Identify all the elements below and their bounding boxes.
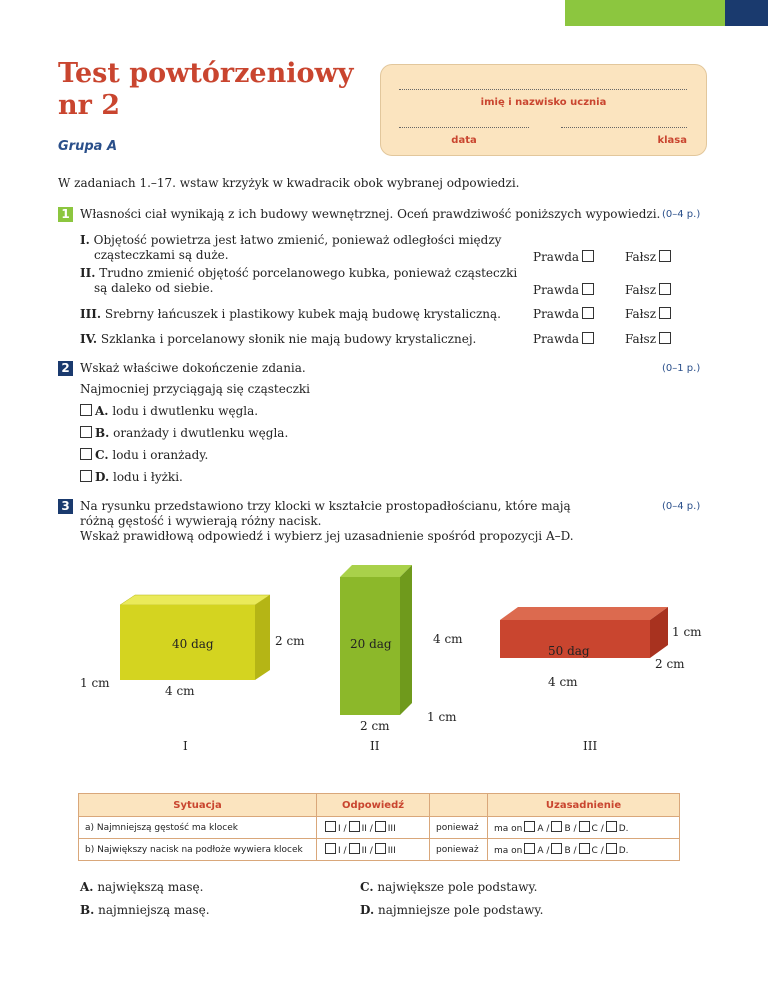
task1-statement-3: III. Srebrny łańcuszek i plastikowy kubek mają budowę krystaliczną. bbox=[80, 307, 501, 321]
task2-option-a[interactable]: A. lodu i dwutlenku węgla. bbox=[80, 404, 258, 419]
task2-points: (0–1 p.) bbox=[662, 363, 701, 374]
checkbox[interactable] bbox=[325, 843, 336, 854]
checkbox[interactable] bbox=[375, 843, 386, 854]
task2-option-c[interactable]: C. lodu i oranżady. bbox=[80, 448, 208, 463]
checkbox[interactable] bbox=[375, 821, 386, 832]
date-field[interactable] bbox=[399, 127, 529, 128]
checkbox[interactable] bbox=[606, 821, 617, 832]
instructions: W zadaniach 1.–17. wstaw krzyżyk w kwadracik obok wybranej odpowiedzi. bbox=[58, 176, 520, 190]
task-number-2: 2 bbox=[58, 361, 73, 376]
justification-b[interactable]: ma on A / B / C / D. bbox=[488, 839, 680, 861]
class-field[interactable] bbox=[561, 127, 687, 128]
block-iii-label: III bbox=[583, 739, 598, 753]
group-label: Grupa A bbox=[58, 139, 118, 154]
answer-table bbox=[78, 793, 680, 861]
true-option-3[interactable]: Prawda bbox=[533, 307, 594, 322]
block-ii-height: 4 cm bbox=[433, 632, 463, 646]
because-a: ponieważ bbox=[430, 817, 488, 839]
checkbox[interactable] bbox=[582, 283, 594, 295]
justification-a[interactable]: ma on A / B / C / D. bbox=[488, 817, 680, 839]
checkbox[interactable] bbox=[659, 307, 671, 319]
checkbox[interactable] bbox=[80, 404, 92, 416]
block-iii-mass: 50 dag bbox=[548, 644, 590, 658]
justification-option-c: C. największe pole podstawy. bbox=[360, 880, 538, 894]
false-option-1[interactable]: Fałsz bbox=[625, 250, 671, 265]
task2-question: Wskaż właściwe dokończenie zdania. bbox=[80, 361, 306, 375]
title-line-1: Test powtórzeniowy bbox=[58, 58, 354, 89]
checkbox[interactable] bbox=[325, 821, 336, 832]
checkbox[interactable] bbox=[349, 821, 360, 832]
checkbox[interactable] bbox=[659, 250, 671, 262]
task3-points: (0–4 p.) bbox=[662, 501, 701, 512]
justification-option-a: A. największą masę. bbox=[80, 880, 204, 894]
block-i-width: 4 cm bbox=[165, 684, 195, 698]
class-label: klasa bbox=[657, 135, 687, 146]
checkbox[interactable] bbox=[524, 843, 535, 854]
block-ii-mass: 20 dag bbox=[350, 637, 392, 651]
checkbox[interactable] bbox=[349, 843, 360, 854]
checkbox[interactable] bbox=[582, 250, 594, 262]
table-row bbox=[79, 817, 680, 839]
answer-a[interactable]: I / II / III bbox=[317, 817, 430, 839]
justification-option-b: B. najmniejszą masę. bbox=[80, 903, 210, 917]
block-ii-label: II bbox=[370, 739, 380, 753]
table-header-row bbox=[79, 794, 680, 817]
table-row bbox=[79, 839, 680, 861]
student-info-box bbox=[380, 64, 707, 156]
title-line-2: nr 2 bbox=[58, 90, 121, 121]
checkbox[interactable] bbox=[579, 843, 590, 854]
checkbox[interactable] bbox=[80, 426, 92, 438]
header-corner-bar bbox=[725, 0, 768, 26]
task2-option-d[interactable]: D. lodu i łyżki. bbox=[80, 470, 183, 485]
header-empty bbox=[430, 794, 488, 817]
situation-b: b) Największy nacisk na podłoże wywiera klocek bbox=[79, 839, 317, 861]
task1-question: Własności ciał wynikają z ich budowy wewnętrznej. Oceń prawdziwość poniższych wypowiedzi. bbox=[80, 207, 661, 221]
block-i-label: I bbox=[183, 739, 188, 753]
false-option-2[interactable]: Fałsz bbox=[625, 283, 671, 298]
block-ii-depth: 1 cm bbox=[427, 710, 457, 724]
checkbox[interactable] bbox=[582, 307, 594, 319]
name-field[interactable] bbox=[399, 89, 687, 90]
justification-option-d: D. najmniejsze pole podstawy. bbox=[360, 903, 544, 917]
checkbox[interactable] bbox=[80, 448, 92, 460]
block-iii-height: 1 cm bbox=[672, 625, 702, 639]
page-title bbox=[58, 58, 353, 122]
task2-stem: Najmocniej przyciągają się cząsteczki bbox=[80, 382, 311, 396]
checkbox[interactable] bbox=[606, 843, 617, 854]
checkbox[interactable] bbox=[582, 332, 594, 344]
name-label: imię i nazwisko ucznia bbox=[480, 97, 607, 108]
checkbox[interactable] bbox=[579, 821, 590, 832]
task-number-3: 3 bbox=[58, 499, 73, 514]
block-ii-width: 2 cm bbox=[360, 719, 390, 733]
situation-a: a) Najmniejszą gęstość ma klocek bbox=[79, 817, 317, 839]
header-accent-bar bbox=[565, 0, 725, 26]
answer-b[interactable]: I / II / III bbox=[317, 839, 430, 861]
true-option-1[interactable]: Prawda bbox=[533, 250, 594, 265]
block-i-depth: 1 cm bbox=[80, 676, 110, 690]
date-label: data bbox=[451, 135, 477, 146]
block-i-mass: 40 dag bbox=[172, 637, 214, 651]
block-iii-width: 4 cm bbox=[548, 675, 578, 689]
checkbox[interactable] bbox=[551, 821, 562, 832]
true-option-2[interactable]: Prawda bbox=[533, 283, 594, 298]
true-option-4[interactable]: Prawda bbox=[533, 332, 594, 347]
checkbox[interactable] bbox=[659, 283, 671, 295]
task1-points: (0–4 p.) bbox=[662, 209, 701, 220]
because-b: ponieważ bbox=[430, 839, 488, 861]
checkbox[interactable] bbox=[524, 821, 535, 832]
task3-question: Na rysunku przedstawiono trzy klocki w kształcie prostopadłościanu, które mają różną gęstość i wywierają różny nacisk. Wskaż prawidłową odpowiedź i wybierz jej uzasadnienie spośród propozycji A–D. bbox=[80, 499, 574, 543]
checkbox[interactable] bbox=[551, 843, 562, 854]
task1-statement-4: IV. Szklanka i porcelanowy słonik nie mają budowy krystalicznej. bbox=[80, 332, 477, 346]
block-iii-depth: 2 cm bbox=[655, 657, 685, 671]
header-justification: Uzasadnienie bbox=[488, 794, 680, 817]
task2-option-b[interactable]: B. oranżady i dwutlenku węgla. bbox=[80, 426, 288, 441]
false-option-3[interactable]: Fałsz bbox=[625, 307, 671, 322]
header-answer: Odpowiedź bbox=[317, 794, 430, 817]
task-number-1: 1 bbox=[58, 207, 73, 222]
task1-statement-1: I. Objętość powietrza jest łatwo zmienić, ponieważ odległości między cząsteczkami są duże. bbox=[80, 233, 502, 262]
task1-statement-2: II. Trudno zmienić objętość porcelanowego kubka, ponieważ cząsteczki są daleko od siebie. bbox=[80, 266, 518, 295]
false-option-4[interactable]: Fałsz bbox=[625, 332, 671, 347]
block-i-height: 2 cm bbox=[275, 634, 305, 648]
checkbox[interactable] bbox=[80, 470, 92, 482]
checkbox[interactable] bbox=[659, 332, 671, 344]
header-situation: Sytuacja bbox=[79, 794, 317, 817]
